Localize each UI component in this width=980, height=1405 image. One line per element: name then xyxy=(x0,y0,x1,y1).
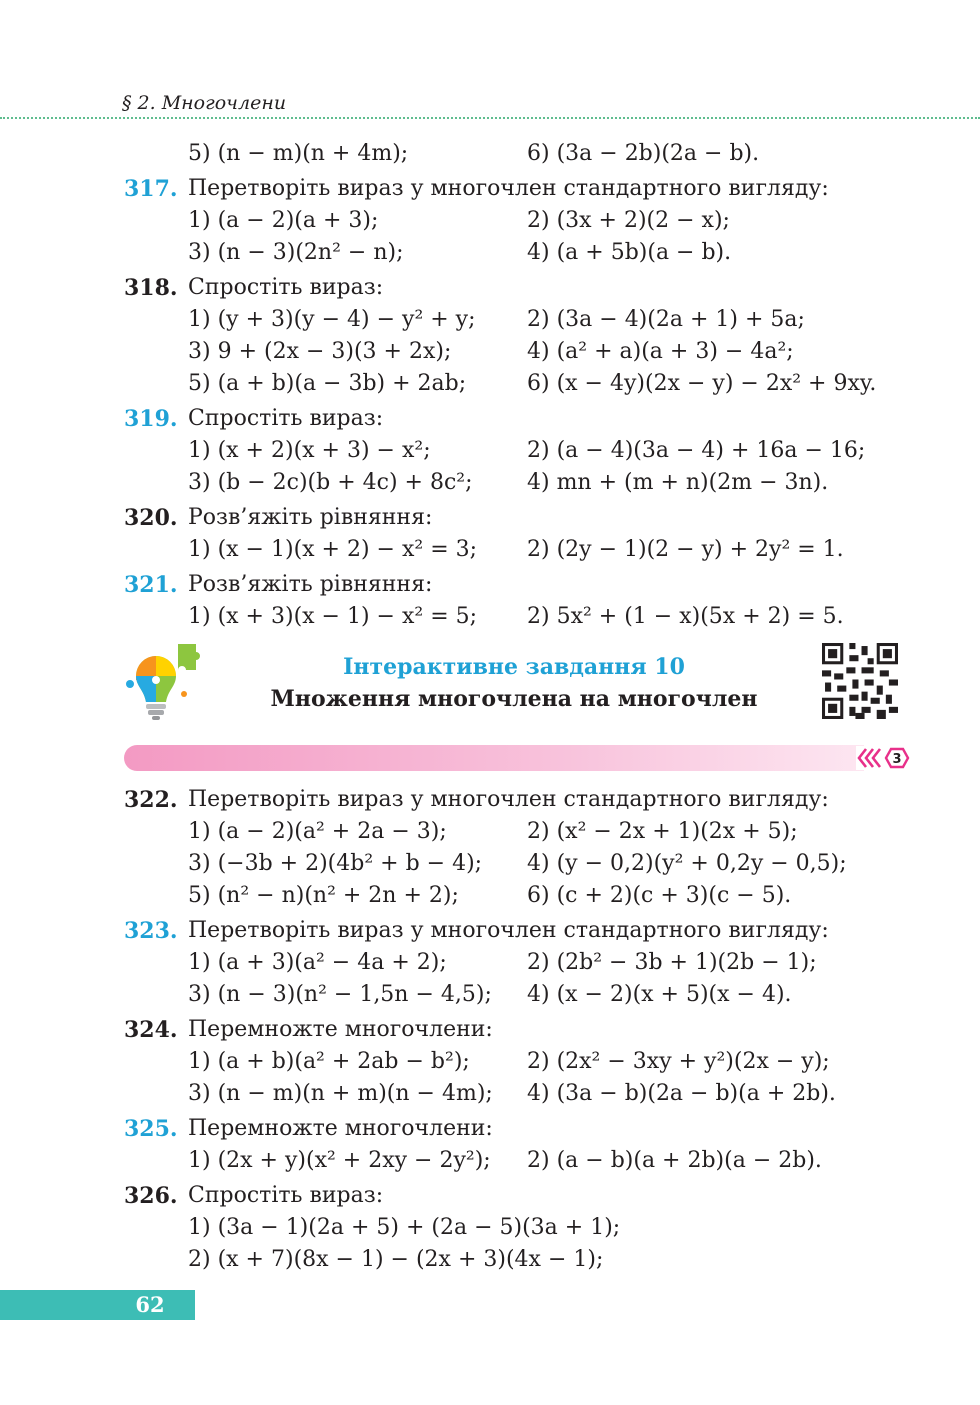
exercise-item: 1) (x − 1)(x + 2) − x² = 3; xyxy=(188,537,478,562)
exercise-item: 1) (3a − 1)(2a + 5) + (2a − 5)(3a + 1); xyxy=(188,1215,621,1240)
exercise-item: 1) (a − 2)(a² + 2a − 3); xyxy=(188,819,447,844)
interactive-task-subtitle: Множення многочлена на многочлен xyxy=(270,686,758,712)
exercise-item: 2) (2b² − 3b + 1)(2b − 1); xyxy=(527,950,817,975)
exercise-item: 3) (b − 2c)(b + 4c) + 8c²; xyxy=(188,470,473,495)
exercise-item: 2) (3a − 4)(2a + 1) + 5a; xyxy=(527,307,805,332)
exercise-item: 4) (3a − b)(2a − b)(a + 2b). xyxy=(527,1081,836,1106)
qr-code-icon[interactable] xyxy=(822,643,898,719)
level-number: 3 xyxy=(892,752,902,767)
exercise-item: 5) (n − m)(n + 4m); xyxy=(188,141,409,166)
header-divider xyxy=(0,117,980,119)
exercise-item: 2) (2x² − 3xy + y²)(2x − y); xyxy=(527,1049,830,1074)
exercise-task: Розв’яжіть рівняння: xyxy=(188,505,433,530)
exercise-item: 3) (n − m)(n + m)(n − 4m); xyxy=(188,1081,493,1106)
exercise-number: 321. xyxy=(124,572,178,598)
exercise-number: 318. xyxy=(124,275,178,301)
exercise-item: 4) mn + (m + n)(2m − 3n). xyxy=(527,470,829,495)
exercise-task: Перемножте многочлени: xyxy=(188,1116,493,1141)
page-number: 62 xyxy=(135,1292,165,1317)
exercise-task: Спростіть вираз: xyxy=(188,1183,384,1208)
exercise-item: 6) (c + 2)(c + 3)(c − 5). xyxy=(527,883,792,908)
exercise-task: Розв’яжіть рівняння: xyxy=(188,572,433,597)
exercise-task: Перетворіть вираз у многочлен стандартного вигляду: xyxy=(188,176,829,201)
exercise-number: 317. xyxy=(124,176,178,202)
interactive-task-title[interactable]: Інтерактивне завдання 10 xyxy=(343,654,685,680)
exercise-item: 2) (2y − 1)(2 − y) + 2y² = 1. xyxy=(527,537,844,562)
exercise-number: 325. xyxy=(124,1116,178,1142)
exercise-task: Перетворіть вираз у многочлен стандартного вигляду: xyxy=(188,787,829,812)
exercise-task: Перетворіть вираз у многочлен стандартного вигляду: xyxy=(188,918,829,943)
level-badge xyxy=(856,746,910,770)
exercise-number: 326. xyxy=(124,1183,178,1209)
exercise-item: 1) (a + 3)(a² − 4a + 2); xyxy=(188,950,447,975)
section-title: § 2. Многочлени xyxy=(122,92,287,114)
interactive-task-block[interactable] xyxy=(124,636,904,726)
exercise-task: Спростіть вираз: xyxy=(188,275,384,300)
exercise-task: Перемножте многочлени: xyxy=(188,1017,493,1042)
difficulty-level-bar xyxy=(124,745,864,771)
exercise-item: 3) 9 + (2x − 3)(3 + 2x); xyxy=(188,339,452,364)
exercise-item: 3) (n − 3)(2n² − n); xyxy=(188,240,404,265)
exercise-task: Спростіть вираз: xyxy=(188,406,384,431)
exercise-item: 2) (a − b)(a + 2b)(a − 2b). xyxy=(527,1148,822,1173)
exercise-item: 1) (a − 2)(a + 3); xyxy=(188,208,379,233)
exercise-item: 4) (y − 0,2)(y² + 0,2y − 0,5); xyxy=(527,851,847,876)
exercise-item: 5) (a + b)(a − 3b) + 2ab; xyxy=(188,371,467,396)
exercise-item: 4) (x − 2)(x + 5)(x − 4). xyxy=(527,982,792,1007)
exercise-item: 1) (2x + y)(x² + 2xy − 2y²); xyxy=(188,1148,491,1173)
exercise-item: 3) (n − 3)(n² − 1,5n − 4,5); xyxy=(188,982,492,1007)
exercise-item: 1) (x + 3)(x − 1) − x² = 5; xyxy=(188,604,478,629)
exercise-number: 324. xyxy=(124,1017,178,1043)
exercise-item: 1) (y + 3)(y − 4) − y² + y; xyxy=(188,307,476,332)
exercise-item: 5) (n² − n)(n² + 2n + 2); xyxy=(188,883,459,908)
exercise-item: 3) (−3b + 2)(4b² + b − 4); xyxy=(188,851,483,876)
exercise-item: 6) (x − 4y)(2x − y) − 2x² + 9xy. xyxy=(527,371,877,396)
exercise-item: 2) (x² − 2x + 1)(2x + 5); xyxy=(527,819,798,844)
exercise-item: 2) (x + 7)(8x − 1) − (2x + 3)(4x − 1); xyxy=(188,1247,604,1272)
exercise-number: 323. xyxy=(124,918,178,944)
exercise-number: 320. xyxy=(124,505,178,531)
exercise-item: 2) (3x + 2)(2 − x); xyxy=(527,208,730,233)
exercise-item: 1) (x + 2)(x + 3) − x²; xyxy=(188,438,431,463)
exercise-item: 1) (a + b)(a² + 2ab − b²); xyxy=(188,1049,470,1074)
exercise-item: 4) (a² + a)(a + 3) − 4a²; xyxy=(527,339,794,364)
exercise-item: 2) 5x² + (1 − x)(5x + 2) = 5. xyxy=(527,604,844,629)
exercise-item: 6) (3a − 2b)(2a − b). xyxy=(527,141,760,166)
lightbulb-puzzle-icon xyxy=(124,636,214,726)
exercise-number: 319. xyxy=(124,406,178,432)
exercise-number: 322. xyxy=(124,787,178,813)
exercise-item: 2) (a − 4)(3a − 4) + 16a − 16; xyxy=(527,438,866,463)
exercise-item: 4) (a + 5b)(a − b). xyxy=(527,240,732,265)
